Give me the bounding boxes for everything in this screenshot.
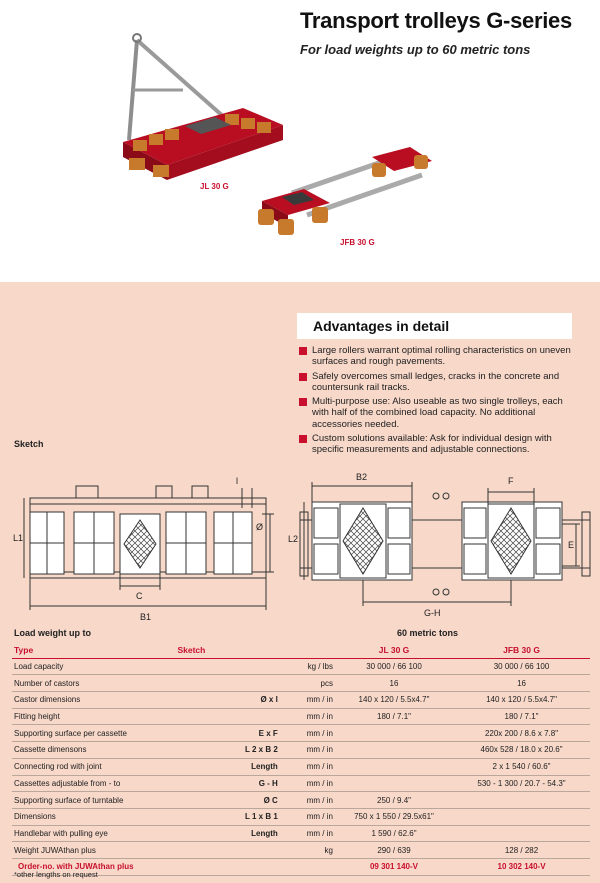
cell-unit: mm / in [280, 825, 335, 842]
cell-property: Load capacity [12, 658, 175, 675]
cell-jl: 180 / 7.1" [335, 708, 453, 725]
cell-unit: pcs [280, 675, 335, 692]
table-row [12, 842, 590, 859]
table-header-row [12, 642, 590, 658]
cell-sketch: Ø x l [175, 692, 279, 709]
cell-property: Handlebar with pulling eye [12, 825, 175, 842]
cell-jfb [453, 825, 590, 842]
cell-sketch [175, 658, 279, 675]
cell-sketch: Length [175, 758, 279, 775]
cell-jl: 290 / 639 [335, 842, 453, 859]
table-row [12, 808, 590, 825]
cell-sketch [175, 858, 279, 875]
cell-sketch: Ø C [175, 792, 279, 809]
dim-l1: L1 [13, 533, 24, 543]
header-jfb: JFB 30 G [453, 642, 590, 658]
jfb-trolley-image [252, 145, 452, 245]
dim-gh: G-H [424, 608, 441, 618]
cell-jfb: 2 x 1 540 / 60.6" [453, 758, 590, 775]
cell-jfb [453, 808, 590, 825]
cell-jl: 16 [335, 675, 453, 692]
cell-jl: 30 000 / 66 100 [335, 658, 453, 675]
cell-jfb: 140 x 120 / 5.5x4.7" [453, 692, 590, 709]
cell-jl [335, 725, 453, 742]
cell-jfb: 220x 200 / 8.6 x 7.8" [453, 725, 590, 742]
load-weight-value: 60 metric tons [397, 628, 459, 638]
cell-jl: 250 / 9.4" [335, 792, 453, 809]
dim-l: l [236, 476, 238, 486]
dim-c: C [136, 591, 143, 601]
table-row [12, 825, 590, 842]
spec-table [12, 642, 590, 876]
cell-jfb: 460x 528 / 18.0 x 20.6" [453, 742, 590, 759]
cell-jl [335, 742, 453, 759]
cell-unit: mm / in [280, 708, 335, 725]
dim-b2: B2 [356, 472, 368, 482]
cell-unit: kg / lbs [280, 658, 335, 675]
advantages-list [299, 345, 571, 459]
dim-b1: B1 [140, 612, 152, 622]
cell-jfb [453, 792, 590, 809]
header-jl: JL 30 G [335, 642, 453, 658]
cell-property: Connecting rod with joint [12, 758, 175, 775]
cell-sketch: G - H [175, 775, 279, 792]
cell-sketch: L 2 x B 2 [175, 742, 279, 759]
footnote: *other lengths on request [14, 870, 98, 879]
cell-unit: mm / in [280, 725, 335, 742]
list-item: Large rollers warrant optimal rolling characteristics on uneven surfaces and rough pavements. [299, 345, 571, 368]
load-weight-label: Load weight up to [14, 628, 91, 638]
dim-f: F [508, 476, 514, 486]
sketch-label: Sketch [14, 439, 44, 449]
header-sketch: Sketch [175, 642, 279, 658]
cell-unit: mm / in [280, 792, 335, 809]
table-row [12, 775, 590, 792]
table-row [12, 692, 590, 709]
cell-property: Fitting height [12, 708, 175, 725]
cell-sketch: E x F [175, 725, 279, 742]
dim-e: E [568, 540, 575, 550]
cell-property: Supporting surface per cassette [12, 725, 175, 742]
table-row [12, 758, 590, 775]
cell-property: Order-no. with JUWAthan plus [12, 858, 175, 875]
cell-jfb: 10 302 140-V [453, 858, 590, 875]
jl-sketch [24, 486, 274, 610]
cell-jfb: 16 [453, 675, 590, 692]
cell-unit: mm / in [280, 758, 335, 775]
cell-sketch [175, 842, 279, 859]
cell-jl [335, 758, 453, 775]
cell-jfb: 30 000 / 66 100 [453, 658, 590, 675]
load-weight-row [14, 628, 589, 640]
list-item: Safely overcomes small ledges, cracks in the concrete and countersunk rail tracks. [299, 371, 571, 394]
cell-unit: mm / in [280, 808, 335, 825]
list-item: Multi-purpose use: Also useable as two single trolleys, each with half of the combined load capacity. No additional accessories needed. [299, 396, 571, 430]
cell-sketch: Length [175, 825, 279, 842]
dim-diameter: Ø [256, 522, 264, 532]
table-row [12, 658, 590, 675]
cell-property: Dimensions [12, 808, 175, 825]
table-row [12, 742, 590, 759]
cell-unit: mm / in [280, 692, 335, 709]
cell-unit: kg [280, 842, 335, 859]
jl-caption: JL 30 G [200, 182, 229, 191]
page-subtitle: For load weights up to 60 metric tons [300, 42, 531, 57]
cell-property: Supporting surface of turntable [12, 792, 175, 809]
table-row [12, 708, 590, 725]
cell-property: Weight JUWAthan plus [12, 842, 175, 859]
cell-unit [280, 858, 335, 875]
cell-sketch [175, 708, 279, 725]
bullet-square-icon [299, 373, 307, 381]
page-title: Transport trolleys G-series [300, 8, 572, 33]
jfb-sketch [300, 482, 590, 606]
header-unit [280, 642, 335, 658]
cell-jl [335, 775, 453, 792]
bullet-square-icon [299, 398, 307, 406]
bullet-square-icon [299, 347, 307, 355]
cell-property: Cassette dimensons [12, 742, 175, 759]
order-number-row [12, 858, 590, 875]
cell-property: Castor dimensions [12, 692, 175, 709]
cell-jl: 09 301 140-V [335, 858, 453, 875]
table-row [12, 675, 590, 692]
header-type: Type [12, 642, 175, 658]
technical-sketch [0, 468, 600, 628]
bullet-square-icon [299, 435, 307, 443]
cell-property: Cassettes adjustable from - to [12, 775, 175, 792]
cell-jl: 750 x 1 550 / 29.5x61" [335, 808, 453, 825]
cell-jfb: 180 / 7.1" [453, 708, 590, 725]
cell-jl: 140 x 120 / 5.5x4.7" [335, 692, 453, 709]
cell-property: Number of castors [12, 675, 175, 692]
cell-sketch [175, 675, 279, 692]
cell-unit: mm / in [280, 742, 335, 759]
table-row [12, 792, 590, 809]
cell-unit: mm / in [280, 775, 335, 792]
cell-sketch: L 1 x B 1 [175, 808, 279, 825]
jfb-caption: JFB 30 G [340, 238, 375, 247]
dim-l2: L2 [288, 534, 299, 544]
cell-jfb: 128 / 282 [453, 842, 590, 859]
list-item: Custom solutions available: Ask for individual design with specific measurements and adjustable connections. [299, 433, 571, 456]
advantages-title: Advantages in detail [313, 318, 450, 334]
cell-jfb: 530 - 1 300 / 20.7 - 54.3" [453, 775, 590, 792]
cell-jl: 1 590 / 62.6" [335, 825, 453, 842]
table-row [12, 725, 590, 742]
